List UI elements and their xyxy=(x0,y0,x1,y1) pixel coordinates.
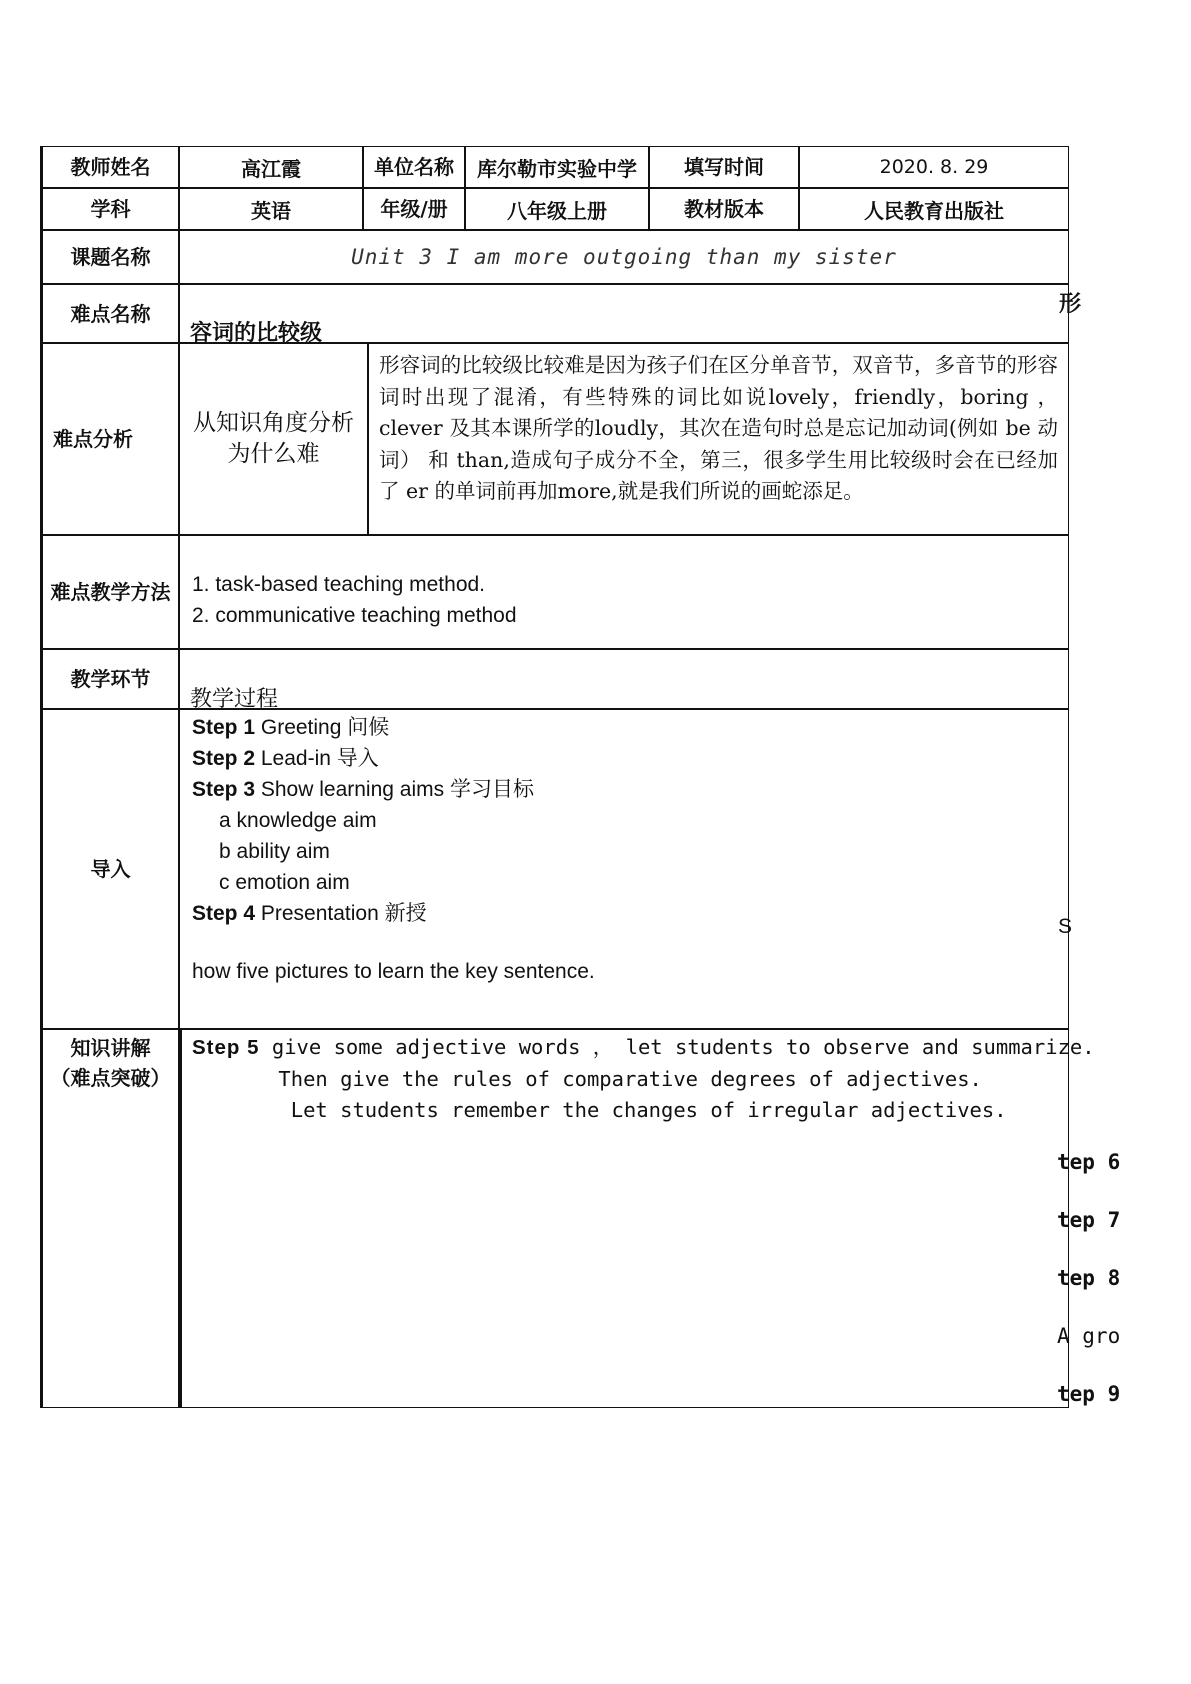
textbook-label: 教材版本 xyxy=(649,188,799,230)
topic-label: 课题名称 xyxy=(40,230,179,284)
overflow-group: A gro xyxy=(1057,1324,1121,1348)
overflow-step-7: tep 7 xyxy=(1057,1208,1121,1232)
analysis-reason-line2: 为什么难 xyxy=(227,441,320,467)
intro-steps xyxy=(179,709,1069,1029)
aim-c: c emotion aim xyxy=(219,871,350,894)
fill-date-value: 2020. 8. 29 xyxy=(799,146,1069,188)
teacher-name-value: 高江霞 xyxy=(179,146,363,188)
difficulty-value: 容词的比较级 xyxy=(190,321,323,346)
analysis-reason xyxy=(179,343,368,535)
step-5-line2: Then give the rules of comparative degrees of adjectives. xyxy=(192,1066,982,1091)
publisher-value: 人民教育出版社 xyxy=(799,188,1069,230)
overflow-step-9: tep 9 xyxy=(1057,1382,1121,1406)
analysis-reason-line1: 从知识角度分析 xyxy=(193,410,354,436)
aim-a: a knowledge aim xyxy=(219,809,377,832)
school-value: 库尔勒市实验中学 xyxy=(465,146,649,188)
grade-value: 八年级上册 xyxy=(465,188,649,230)
method-item: 2. communicative teaching method xyxy=(192,604,517,627)
analysis-label: 难点分析 xyxy=(40,343,179,535)
process-value: 教学过程 xyxy=(179,649,1069,709)
knowledge-label-line1: 知识讲解 xyxy=(70,1036,151,1060)
knowledge-label xyxy=(40,1029,179,1408)
step-1: Step 1 Greeting 问候 xyxy=(192,716,390,739)
overflow-step-6: tep 6 xyxy=(1057,1150,1121,1174)
overflow-step-8: tep 8 xyxy=(1057,1266,1121,1290)
subject-value: 英语 xyxy=(179,188,363,230)
presentation-line: how five pictures to learn the key sentence. xyxy=(192,960,595,983)
step-4: Step 4 Presentation 新授 xyxy=(192,902,427,925)
teacher-name-label: 教师姓名 xyxy=(40,146,179,188)
fill-date-label: 填写时间 xyxy=(649,146,799,188)
step-5: Step 5 give some adjective words ， let students to observe and summarize. xyxy=(192,1035,1095,1059)
methods-list xyxy=(179,535,1069,649)
step-3: Step 3 Show learning aims 学习目标 xyxy=(192,778,534,801)
step-2: Step 2 Lead-in 导入 xyxy=(192,747,379,770)
difficulty-label: 难点名称 xyxy=(40,284,179,343)
school-label: 单位名称 xyxy=(363,146,465,188)
knowledge-label-line2: （难点突破） xyxy=(50,1066,171,1090)
difficulty-first-char: 形 xyxy=(1059,292,1082,317)
method-item: 1. task-based teaching method. xyxy=(192,573,486,596)
grade-label: 年级/册 xyxy=(363,188,465,230)
analysis-text: 形容词的比较级比较难是因为孩子们在区分单音节，双音节，多音节的形容词时出现了混淆，有些特殊的词比如说lovely，friendly，boring ，clever 及其本课所学的loudly，其次在造句时总是忘记加动词(例如 be 动词） 和 than,造成句子成分不全，第三，很多学生用比较级时会在已经加了 er 的单词前再加more,就是我们所说的画蛇添足。 xyxy=(368,343,1069,535)
topic-value: Unit 3 I am more outgoing than my sister xyxy=(179,230,1069,284)
step-5-line3: Let students remember the changes of irregular adjectives. xyxy=(192,1098,1007,1122)
presentation-first-letter: S xyxy=(1058,915,1073,938)
intro-label: 导入 xyxy=(40,709,179,1029)
methods-label: 难点教学方法 xyxy=(40,535,179,649)
subject-label: 学科 xyxy=(40,188,179,230)
aim-b: b ability aim xyxy=(219,840,330,863)
process-label: 教学环节 xyxy=(40,649,179,709)
